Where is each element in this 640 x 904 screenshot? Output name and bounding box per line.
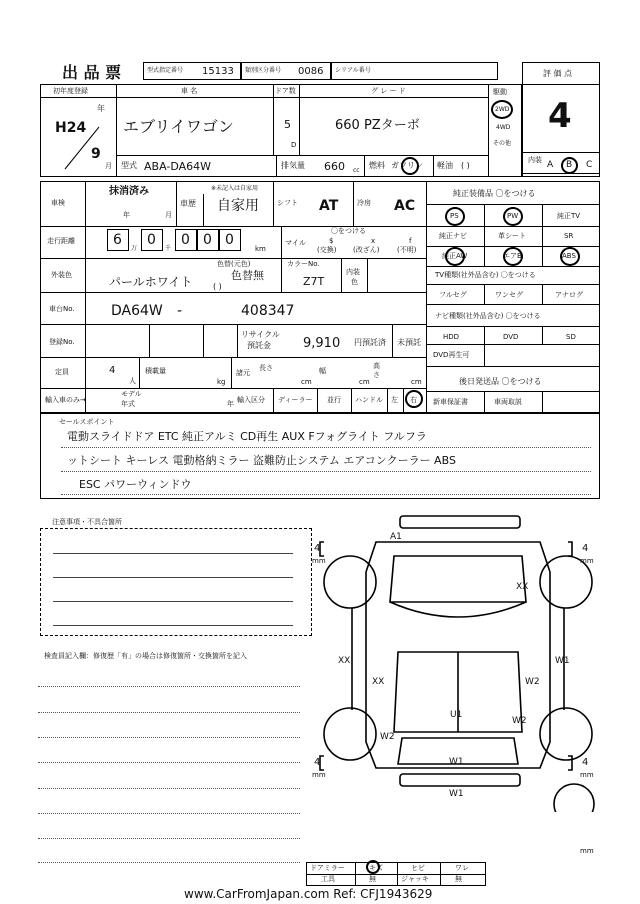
reg-month: 9 xyxy=(91,146,101,162)
sales-line-2: ットシート キーレス 電動格納ミラー 盗難防止システム エアコンクーラー ABS xyxy=(67,454,456,467)
mileage-d2: 0 xyxy=(147,232,156,248)
dmg-w1-bumper: W1 xyxy=(449,789,464,799)
equip-abs: ABS xyxy=(562,252,576,260)
capacity-value: 4 xyxy=(109,365,116,376)
sheet-title: 出 品 票 xyxy=(62,63,122,82)
displacement: 660 xyxy=(324,160,345,173)
score-value: 4 xyxy=(548,96,572,136)
dmg-w2-rear: W2 xyxy=(512,716,527,726)
handle-right: 右 xyxy=(410,396,417,404)
dmg-w2-left: W2 xyxy=(380,732,395,742)
class-no-box: 類別区分番号 0086 xyxy=(241,62,331,80)
equip-pw: PW xyxy=(507,212,519,220)
fuel-gasoline: ガソリン xyxy=(391,161,423,170)
drive-circle xyxy=(491,100,513,119)
equip-alloy: 純正AW xyxy=(442,252,468,260)
dmg-w2-right: W2 xyxy=(525,677,540,687)
mileage-d1: 6 xyxy=(113,232,122,248)
notes-label: 注意事項・不具合箇所 xyxy=(52,518,122,526)
equip-ps: PS xyxy=(450,212,459,220)
dmg-xx-front: XX xyxy=(516,582,529,592)
ac-value: AC xyxy=(394,198,416,214)
footer-ref: www.CarFromJapan.com Ref: CFJ1943629 xyxy=(184,887,433,901)
equip-airbag: エアB xyxy=(503,252,522,260)
handle-circle xyxy=(405,390,423,408)
car-name: エブリイワゴン xyxy=(123,117,234,136)
dmg-w1-right: W1 xyxy=(555,656,570,666)
color-code: Z7T xyxy=(303,275,325,288)
type-no-box: 型式指定番号 15133 xyxy=(143,62,241,80)
mileage-d4: 0 xyxy=(203,232,212,248)
mirror-kizu: キズ xyxy=(369,864,383,872)
gasoline-circle xyxy=(401,157,419,175)
chassis-prefix: DA64W xyxy=(111,303,163,319)
mirror-tools-table: ドアミラー キズ ヒビ ワレ 工具 無 ジャッキ 無 xyxy=(306,862,486,886)
dmg-w1-rear: W1 xyxy=(449,757,464,767)
grade-value: 660 PZターボ xyxy=(335,118,420,133)
mirror-kizu-circle xyxy=(366,860,380,874)
reg-era: H24 xyxy=(55,120,87,136)
serial-box: シリアル番号 xyxy=(331,62,498,80)
mileage-d3: 0 xyxy=(181,232,190,248)
sales-points: セールスポイント 電動スライドドア ETC 純正アルミ CD再生 AUX Fフォグライト フルフラ ットシート キーレス 電動格納ミラー 盗難防止システム エアコンクーラー ABS ESC パワーウィンドウ xyxy=(40,413,600,499)
dmg-a1: A1 xyxy=(390,532,402,542)
mileage-d5: 0 xyxy=(225,232,234,248)
details-block: 車検 抹消済み 年 月 ※未記入は自家用 車歴 自家用 シフト AT 冷房 AC 走行距離 6 万 0 千 0 0 0 km 〇をつける マイル $ (交換) x (改ざん) f (不明) 外装色 パールホワイト 色替(元色) 色替無 ( ) カラーNo. Z7T 内装 色 車台No. DA64W - 408347 登録No. リサイクル 預託金 9,910 円預託済 未預託 定員 4 人 積載量 kg 諸元 長さ cm 幅 cm 高 さ cm 輸入車のみ→ モデル 年式 年 輸入区分 ディーラー 並行 ハンドル 左 右 純正装備品 〇をつける PS PW 純正TV 純正ナビ 革シート SR 純正AW エアB ABS TV種類(社外品含む) 〇をつける フルセグ ワンセグ アナログ ナビ種類(社外品含む) 〇をつける HDD DVD SD DVD再生可 後日発送品 〇をつける 新車保証書 車両取説 xyxy=(40,181,600,413)
history-value: 自家用 xyxy=(217,198,259,214)
inspection-value: 抹消済み xyxy=(109,186,149,197)
drive-2wd: 2WD xyxy=(495,106,510,113)
interior-circle xyxy=(561,157,578,174)
inspector-note: 検査員記入欄：修復歴「有」の場合は修復箇所・交換箇所を記入 xyxy=(44,652,247,660)
type-no: 15133 xyxy=(202,66,234,77)
chassis-number: 408347 xyxy=(241,303,295,319)
notes-box xyxy=(40,528,312,636)
color-value: パールホワイト xyxy=(109,275,193,289)
door-count: 5 xyxy=(284,118,291,131)
score-box: 評 価 点 4 xyxy=(522,62,600,174)
sales-line-3: ESC パワーウィンドウ xyxy=(79,478,192,491)
car-info-block: 初年度登録 車 名 ドア数 グ レ ー ド 年 H24 9 月 エブリイワゴン 型式 ABA-DA64W 5 D 660 PZターボ 排気量 660 cc 燃料 ガソリン 軽油 ( ) 駆動 2WD 4WD その他 xyxy=(40,84,522,177)
dmg-u1: U1 xyxy=(450,710,463,720)
interior-box: 内装 A B C xyxy=(522,152,600,177)
shift-value: AT xyxy=(319,198,339,214)
dmg-xx-door: XX xyxy=(372,677,385,687)
interior-grade: B xyxy=(566,160,573,170)
color-change: 色替無 xyxy=(231,269,264,282)
class-no: 0086 xyxy=(298,66,324,77)
sales-line-1: 電動スライドドア ETC 純正アルミ CD再生 AUX Fフォグライト フルフラ xyxy=(67,430,427,443)
recycle-fee: 9,910 xyxy=(303,336,341,351)
dmg-xx-left: XX xyxy=(338,656,351,666)
car-model: ABA-DA64W xyxy=(144,160,211,173)
